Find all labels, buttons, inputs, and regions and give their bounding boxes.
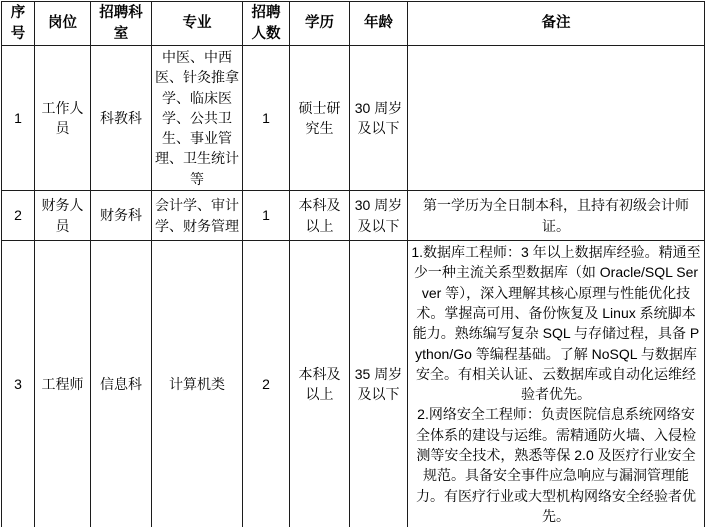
remarks-paragraph-security-engineer: 2.网络安全工程师：负责医院信息系统网络安全体系的建设与运维。需精通防火墙、入侵检测等安全技术，熟悉等保 2.0 及医疗行业安全规范。具备安全事件应急响应与漏洞管理能力。有医疗行业或大型机构网络安全经验者优先。	[416, 406, 696, 524]
cell-serial-number: 3	[2, 241, 35, 527]
cell-headcount: 1	[243, 191, 290, 241]
cell-department: 科教科	[91, 46, 152, 191]
cell-department: 信息科	[91, 241, 152, 527]
col-header-remarks: 备注	[408, 2, 705, 46]
cell-age: 30 周岁及以下	[350, 46, 408, 191]
cell-remarks: 第一学历为全日制本科，且持有初级会计师证。	[408, 191, 705, 241]
cell-headcount: 1	[243, 46, 290, 191]
remarks-paragraph-db-engineer: 1.数据库工程师：3 年以上数据库经验。精通至少一种主流关系型数据库（如 Oracle/SQL Server 等），深入理解其核心原理与性能优化技术。掌握高可用、备份恢复及 Linux 系统脚本能力。熟练编写复杂 SQL 与存储过程，具备 Python/Go 等编程基础。了解 NoSQL 与数据库安全。有相关认证、云数据库或自动化运维经验者优先。	[411, 244, 701, 403]
col-header-serial-number: 序号	[2, 2, 35, 46]
cell-serial-number: 2	[2, 191, 35, 241]
cell-position: 工程师	[35, 241, 91, 527]
cell-headcount: 2	[243, 241, 290, 527]
cell-remarks	[408, 241, 705, 527]
cell-age: 35 周岁及以下	[350, 241, 408, 527]
cell-position: 财务人员	[35, 191, 91, 241]
col-header-major: 专业	[152, 2, 243, 46]
col-header-department: 招聘科室	[91, 2, 152, 46]
cell-position: 工作人员	[35, 46, 91, 191]
cell-age: 30 周岁及以下	[350, 191, 408, 241]
cell-education: 本科及以上	[290, 191, 350, 241]
cell-major: 中医、中西医、针灸推拿学、临床医学、公共卫生、事业管理、卫生统计等	[152, 46, 243, 191]
col-header-age: 年龄	[350, 2, 408, 46]
document-page	[0, 1, 705, 527]
col-header-headcount: 招聘人数	[243, 2, 290, 46]
recruitment-table	[1, 1, 705, 527]
table-row	[2, 241, 705, 527]
col-header-education: 学历	[290, 2, 350, 46]
cell-serial-number: 1	[2, 46, 35, 191]
cell-major: 会计学、审计学、财务管理	[152, 191, 243, 241]
cell-remarks	[408, 46, 705, 191]
col-header-position: 岗位	[35, 2, 91, 46]
table-row	[2, 191, 705, 241]
cell-major: 计算机类	[152, 241, 243, 527]
cell-education: 本科及以上	[290, 241, 350, 527]
cell-education: 硕士研究生	[290, 46, 350, 191]
table-header-row	[2, 2, 705, 46]
cell-department: 财务科	[91, 191, 152, 241]
table-row	[2, 46, 705, 191]
